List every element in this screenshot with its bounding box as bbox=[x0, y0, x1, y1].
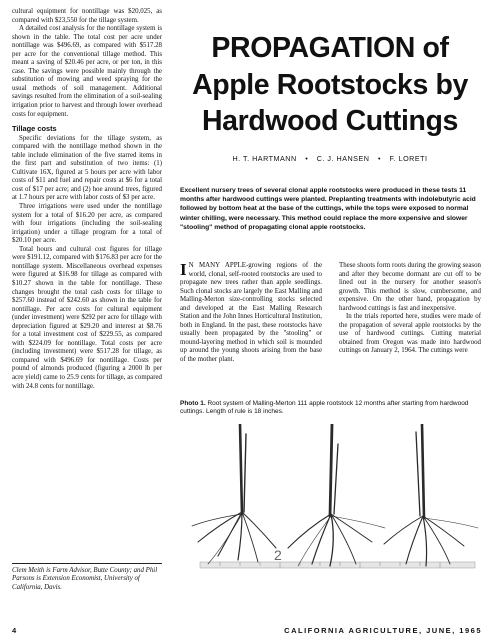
caption-text: Root system of Malling-Merton 111 apple rootstock 12 months after starting from hardwood cuttings. Length of rule is 18 inches. bbox=[180, 400, 469, 416]
footnote-rule bbox=[12, 563, 162, 564]
article-title bbox=[180, 30, 480, 140]
left-paragraph: Three irrigations were used under the nontillage system for a total of $16.20 per acre, as compared with four irrigations (including the soil-sealing irrigation) under a tillage program for a total of $20.10 per acre. bbox=[12, 203, 162, 245]
abstract: Excellent nursery trees of several clonal apple rootstocks were produced in these tests 11 months after hardwood cuttings were planted. Preplanting treatments with indolebutyric acid followed by bottom heat at the base of the cuttings, while the tops were exposed to normal winter chilling, were necessary. This method could replace the more expensive and slower "stooling" method of propagating clonal apple rootstocks. bbox=[180, 187, 476, 231]
body-text: -growing regions of the world, clonal, self-rooted rootstocks are used to propagate new trees rather than apple seedlings. Such clonal stocks are largely the East Malling and Malling-Merton size-controlling stocks selected and developed at the East Malling Research Station and the John Innes Horticultural Institution, both in England. In the past, these rootstocks have usually been propagated by the "stooling" or mound-layering method in which soil is mounded up around the young shoots arising from the base of the mother plant. bbox=[180, 262, 322, 364]
body-paragraph bbox=[180, 262, 322, 365]
title-line: Apple Rootstocks by bbox=[192, 68, 468, 101]
drop-cap: I bbox=[180, 260, 187, 279]
author-byline bbox=[180, 154, 480, 163]
author-separator: • bbox=[377, 154, 381, 163]
journal-issue: CALIFORNIA AGRICULTURE, JUNE, 1965 bbox=[284, 626, 482, 635]
left-paragraph: Specific deviations for the tillage system, as compared with the nontillage method shown in the table include elimination of the five starred items in the first part and substitution of two items: (1) Cultivate 16X, figured at 5 hours per acre with labor costs of $11 and fuel and repair costs at $6 for a total cost of $17 per acre; and (2) hoe around trees, figured at 1.7 hours per acre with labor costs of $3 per acre. bbox=[12, 134, 162, 202]
caption-label: Photo 1. bbox=[180, 400, 206, 407]
author-name: F. LORETI bbox=[389, 154, 428, 163]
photo-caption bbox=[180, 400, 480, 417]
author-name: H. T. HARTMANN bbox=[232, 154, 297, 163]
rule-mark: 2 bbox=[274, 547, 282, 563]
tillage-costs-subhead: Tillage costs bbox=[12, 124, 57, 134]
measuring-rule bbox=[200, 562, 475, 568]
author-name: C. J. HANSEN bbox=[316, 154, 370, 163]
footnote-text: Clem Meith is Farm Advisor, Butte County; and Phil Parsons is Extension Economist, University of California, Davis. bbox=[12, 567, 158, 591]
left-paragraph: A detailed cost analysis for the nontillage system is shown in the table. The total cost per acre under nontillage was $496.69, as compared with $517.28 per acre for the conventional tillage method. This meant a saving of $20.46 per acre, or per ton, in this case. The savings were possible mainly through the substitution of mowing and weed spraying for the usual methods of soil management. Additional savings resulted from the elimination of a soil-sealing irrigation prior to harvest and through lower overhead costs for equipment. bbox=[12, 25, 162, 118]
lead-smallcaps: N MANY APPLE bbox=[188, 262, 246, 269]
page-number: 4 bbox=[12, 626, 17, 635]
title-line: Hardwood Cuttings bbox=[201, 105, 458, 137]
body-paragraph: These shoots form roots during the growing season and after they become dormant are cut off to be lined out in the nursery for another season's growth. This method is slow, cumbersome, and expensive. On the other hand, propagation by hardwood cuttings is fast and inexpensive. bbox=[339, 262, 481, 312]
author-footnote bbox=[12, 556, 162, 592]
author-separator: • bbox=[305, 154, 309, 163]
title-line: PROPAGATION of bbox=[211, 32, 449, 64]
rootstock-photo bbox=[180, 424, 484, 582]
left-paragraph: cultural equipment for nontillage was $20,025, as compared with $23,550 for the tillage system. bbox=[12, 8, 162, 24]
body-column-2 bbox=[339, 262, 481, 356]
body-column-1 bbox=[180, 262, 322, 365]
left-paragraph: Total hours and cultural cost figures for tillage were $191.12, compared with $176.83 per acre for the nontillage system. Miscellaneous overhead expenses were figured at $16.98 for tillage as compared with $10.27 shown in the table for nontillage. These changes brought the total cash costs for tillage to $257.60 instead of $242.60 as shown in the table for nontillage. Per acre costs for cultural equipment (under investment) were $292 per acre for tillage with depreciation figured at $29.20 and interest at $8.76 for a total investment cost of $229.55, as compared with $224.09 for nontillage. Total costs per acre (including investment) were $517.28 for tillage, as compared with $496.69 for nontillage. Costs per pound of almonds produced (figuring a 2000 lb per acre yield) came to 25.9 cents for tillage, as compared with 24.8 cents for nontillage. bbox=[12, 245, 162, 390]
left-column bbox=[12, 8, 162, 391]
page-footer bbox=[12, 626, 482, 636]
body-paragraph: In the trials reported here, studies were made of the propagation of several apple rootstocks by the use of hardwood cuttings. Cutting material obtained from Oregon was made into hardwood cuttings on January 2, 1964. The cuttings were bbox=[339, 313, 481, 355]
